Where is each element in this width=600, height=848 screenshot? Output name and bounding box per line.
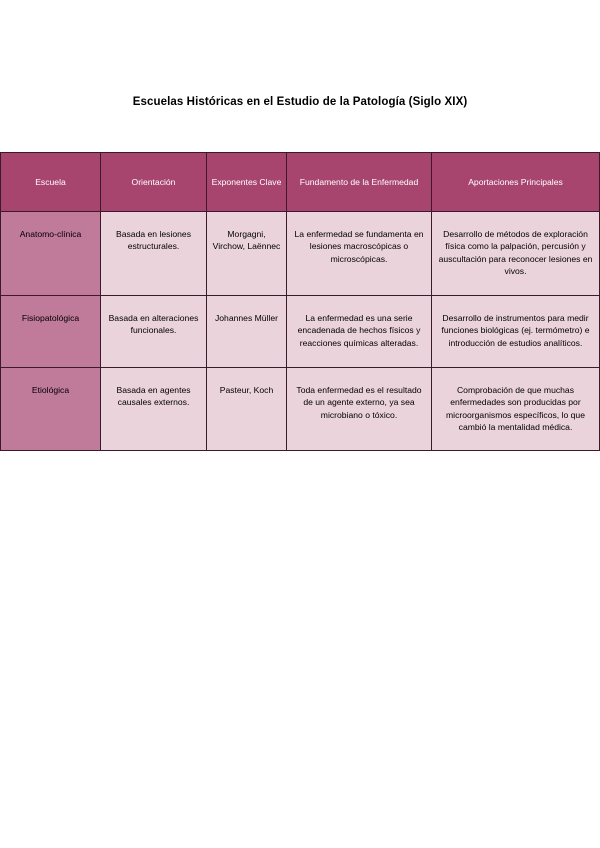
table-row: [1, 212, 600, 296]
page-title: Escuelas Históricas en el Estudio de la Patología (Siglo XIX): [132, 96, 468, 108]
cell-exponentes: Johannes Müller: [207, 296, 287, 368]
cell-escuela: Etiológica: [1, 368, 101, 451]
schools-table: [0, 152, 600, 451]
header-fundamento: Fundamento de la Enfermedad: [287, 153, 432, 212]
cell-exponentes: Morgagni, Virchow, Laënnec: [207, 212, 287, 296]
cell-fundamento: Toda enfermedad es el resultado de un agente externo, ya sea microbiano o tóxico.: [287, 368, 432, 451]
table-header-row: [1, 153, 600, 212]
cell-aportaciones: Comprobación de que muchas enfermedades son producidas por microorganismos específicos, lo que cambió la mentalidad médica.: [432, 368, 600, 451]
table-row: [1, 368, 600, 451]
cell-orientacion: Basada en agentes causales externos.: [101, 368, 207, 451]
cell-aportaciones: Desarrollo de instrumentos para medir funciones biológicas (ej. termómetro) e introducción de estudios analíticos.: [432, 296, 600, 368]
header-orientacion: Orientación: [101, 153, 207, 212]
cell-exponentes: Pasteur, Koch: [207, 368, 287, 451]
header-escuela: Escuela: [1, 153, 101, 212]
cell-aportaciones: Desarrollo de métodos de exploración física como la palpación, percusión y auscultación para reconocer lesiones en vivos.: [432, 212, 600, 296]
cell-fundamento: La enfermedad es una serie encadenada de hechos físicos y reacciones químicas alteradas.: [287, 296, 432, 368]
header-aportaciones: Aportaciones Principales: [432, 153, 600, 212]
cell-fundamento: La enfermedad se fundamenta en lesiones macroscópicas o microscópicas.: [287, 212, 432, 296]
cell-escuela: Anatomo-clínica: [1, 212, 101, 296]
header-exponentes: Exponentes Clave: [207, 153, 287, 212]
cell-escuela: Fisiopatológica: [1, 296, 101, 368]
table-row: [1, 296, 600, 368]
cell-orientacion: Basada en lesiones estructurales.: [101, 212, 207, 296]
cell-orientacion: Basada en alteraciones funcionales.: [101, 296, 207, 368]
